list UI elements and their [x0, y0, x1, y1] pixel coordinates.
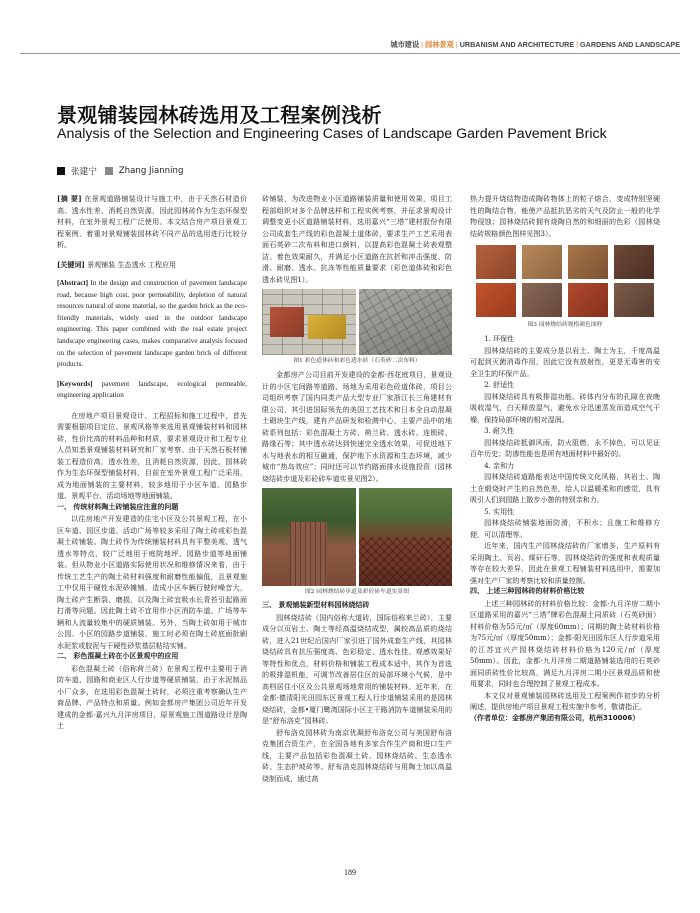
body-paragraph: 近年来，国内生产园林烧结砖的厂家增多，生产原料有采用陶土、页岩、煤矸石等，园林烧结砖的强度和表观质量等存在较大差异，因此在景观工程铺装材料选用中，需要加强对生产厂家的考察比较和质量控制。: [470, 541, 660, 585]
brick-swatch: [522, 283, 562, 317]
section-heading-4: 四、 上述三种园林砖的材料价格比较: [470, 587, 585, 595]
body-paragraph: 彩色混凝土砖（俗称荷兰砖）在景观工程中主要用于消防车道、园路和商业区人行步道等硬质铺装，由于水泥制品小厂众多，在选用彩色混凝土砖时，必须注重考察确认生产商品牌、产品特点和质量。例如金都房产集团公司近年开发建成的金都·嘉兴九月洋房项目，原景观施工图道路设计是陶土: [57, 663, 247, 731]
author-square-icon-grey: [105, 167, 113, 175]
section-heading-3: 三、 景观铺装新型材料园林烧结砖: [262, 601, 370, 609]
title-english: Analysis of the Selection and Engineering Cases of Landscape Garden Pavement Brick: [57, 126, 607, 142]
column-1: [57, 193, 247, 732]
keywords-cn-label: [关键词]: [57, 259, 85, 269]
title-chinese: 景观铺装园林砖选用及工程案例浅析: [57, 103, 382, 127]
section-heading-1: 一、 传统材料陶土砖铺装应注意的问题: [57, 502, 179, 511]
point-title: 3. 耐久性: [484, 426, 515, 435]
point-text: 园林烧结砖道路能表达中国传统文化风格，其岩土、陶土在煅烧时产生的自然色差，给人以温暖柔和的感觉，具有吸引人们到园路上散步小憩的特别亲和力。: [470, 472, 660, 504]
section-heading-2: 二、 彩色混凝土砖在小区景观中的应用: [57, 652, 179, 661]
abstract-english: [Abstract] In the design and construction of pavement landscape road, because high cost, poor permeability, depletion of natural resources natural of stone material, so the garden brick as the eco-friendly materials, widely used in the outdoor landscape engineering. This paper combined with the real estate project landscape engineering cases, makes comparative analysis focused on the selection of pavement landscape garden brick of different products.: [57, 279, 247, 369]
figure-1-caption: 图1 彩色道体砖和彩色透水砖（石英砂二次布料）: [293, 358, 421, 364]
brick-swatch: [522, 245, 562, 279]
figure-2-caption: 图2 园林烧结砖步道及彩砼砖车道实景图: [304, 589, 410, 595]
figure-1-photo-right: [359, 289, 453, 355]
column-3: [470, 193, 660, 724]
point-title: 5. 实用性: [484, 506, 515, 516]
figure-2: [262, 488, 452, 586]
header-divider: [20, 53, 680, 54]
column-2: [262, 193, 452, 784]
figure-3: [470, 243, 660, 319]
figure-1: [262, 289, 452, 355]
body-paragraph: 园林烧结砖（国内俗称大道砖，国际俗称来兰砖），主要成分以页岩土、陶土等经高温烧结成型，属较高品质的烧结砖，进入21世纪后国内厂家引进了国外成套生产线，其园林烧结砖具有抗压强度高、色彩稳定、透水性佳、观感效果好等特性和优点，材料价格和铺装工程成本适中，其作为首选的吸排湿机能，可调节改善居住区的局部环境小气候，是中高档居住小区及公共景观场地常用的铺装材料。近年来，在金都·德清阳光田园东区景观工程人行步道铺装采用的是园林烧结砖，金都•厦门鹭湾国际小区主干路消防车道铺装采用的是“舒布洛克”园林砖。: [262, 612, 452, 725]
author-english: Zhang Jianning: [118, 166, 184, 176]
brick-swatch: [614, 283, 654, 317]
point-text: 园林烧结砖铺装地面防滑，不积水；且施工和维修方便，可以清理等。: [470, 518, 660, 539]
figure-2-photo-left: [262, 488, 356, 586]
body-paragraph: 舒布洛克园林砖为南京优凝舒布洛克公司与美国舒布洛克集团合资生产，在全国各地有多家合作生产商和进口生产线，主要产品包括彩色混凝土砖、园林烧结砖、生态透水砖、生态护坡砖等。舒布洛克园林烧结砖与用陶土加以高温烧制而成，通过高: [262, 727, 452, 783]
keywords-en-label: [Keywords]: [57, 379, 93, 388]
point-title: 1. 环保性: [484, 334, 515, 343]
brick-swatch: [614, 245, 654, 279]
author-line: [57, 165, 183, 177]
figure-3-caption: 图3 园林烧结砖规格颜色图样: [527, 322, 603, 328]
point-text: 园林烧结砖的主要成分是以岩土、陶土为主，千度高温可起到灭菌消毒作用，因此它没有放射性，更是无毒害的安全卫生的环保产品。: [470, 345, 660, 378]
body-paragraph: 热力提升烧结物造成陶砖物体上的粒子熔合，变成特别坚硬性的陶结合物，能使产品抵抗恶劣的天气及防止一般的化学物侵蚀；园林烧结砖拥有烧陶自然的和细丽的色彩（园林烧结砖规格颜色图样见图3）。: [470, 194, 660, 238]
running-header: 城市建设 | 园林景观 | URBANISM AND ARCHITECTURE | GARDENS AND LANDSCAPE: [390, 40, 680, 49]
body-paragraph: 上述三种园林砖的材料价格比较：金都·九月洋房二期小区道路采用的嘉兴“三塔”牌彩色混凝土同质砖（石英砂面）材料价格为55元/㎡（厚度60mm）；同期的陶土砖材料价格为75元/㎡（厚度50mm）；金都·阳光田园东区人行步道采用的江苏宜兴产园林烧结砖材料价格为120元/㎡（厚度50mm）。因此，金都·九月洋房二期道路铺装选用的石英砂面同质砖性价比较高，满足九月洋房二期小区景观品质和使用要求，同时也合理控制了景观工程成本。: [470, 598, 660, 688]
body-paragraph: 在房地产项目景观设计、工程招标和施工过程中，首先需要根据项目定位、景观风格等来选用景观铺装材料和园林砖，性价比高的材料品种和材质，要求景观设计和工程专业人员知悉景观铺装材料研究和厂家考察。由于天然石板材铺装工程造价高，透水性差，且消耗自然资源，因此，园林砖作为生态环保型铺装材料，目前在室外景观工程广泛采用，成为地面铺装的主要材料，较多地用于小区车道、园路步道、景观平台、活动场地等地面铺装。: [57, 410, 247, 501]
author-unit: （作者单位：金都房产集团有限公司，杭州310006）: [470, 713, 640, 722]
point-title: 2. 舒适性: [484, 380, 515, 389]
brick-swatch: [568, 283, 608, 317]
page-number: 189: [344, 868, 356, 877]
header-category-a: 城市建设: [390, 40, 420, 49]
abstract-cn-label: [摘 要]: [57, 194, 82, 203]
keywords-english: [Keywords] pavement landscape, ecological permeable, engineering application: [57, 379, 247, 400]
header-category-b: 园林景观: [425, 40, 454, 49]
body-paragraph: 本文仅对景观铺装园林砖选用及工程案例作初步的分析阐述，提供房地产项目景观工程实施中参考，敬请指正。: [470, 690, 660, 711]
brick-swatch: [568, 245, 608, 279]
keywords-chinese: [关键词] 景观铺装 生态透水 工程应用: [57, 259, 177, 269]
author-square-icon: [57, 167, 65, 175]
brick-swatch: [476, 283, 516, 317]
author-chinese: 张建宁: [71, 167, 97, 177]
figure-2-photo-right: [359, 488, 453, 586]
brick-swatch: [476, 245, 516, 279]
header-category-c: URBANISM AND ARCHITECTURE: [459, 40, 575, 49]
figure-1-photo-left: [262, 289, 356, 355]
point-title: 4. 亲和力: [484, 460, 515, 470]
header-category-d: GARDENS AND LANDSCAPE: [580, 40, 680, 49]
body-paragraph: 金都房产公司目前开发建设的金都·西花庭项目，景观设计的小区宅间路等道路、场地为采用彩色砼道体砖，项目公司组织考察了国内同类产品大型专业厂家浙江长三角建材有限公司，其引进国际领先的美国工艺技术和日本全自动混凝土砌块生产线，建有产品研发和检测中心，主要产品中的地砖系列包括：彩色混凝土方砖、荷兰砖、透水砖、连锁砖、路缘石等；其中透水砖达到快速完全透水效果，可促进地下水与地表水的相互融通，保护地下水资源和生态环境，减少城市“热岛效应”；同时还可以节约路面排水设施投资（园林烧结砖步道及彩砼砖车道实景见图2）。: [262, 370, 452, 483]
point-text: 园林烧结砖具有吸排湿功能。砖体内分布的孔隙在夜晚吸收湿气，白天释放湿气，避免水分迅速蒸发而造成空气干燥，保持局部环境的相对湿润。: [470, 391, 660, 424]
body-paragraph: 以往房地产开发建造的住宅小区及公共景观工程，在小区车道、园区步道、活动广场等较多采用了陶土砖或彩色混凝土砖铺装。陶土砖作为传统铺装材料具有平整美观、透气透水等特点，较广泛地用于庭院地坪、园路步道等地面铺装。但从物业小区道路实际使用状况和维修情况来看，由于传统工艺生产的陶土砖材料强度和耐磨性能偏低，且景观施工中仅用干硬性水泥砂摊铺，造成小区车辆行驶时噪音大，陶土砖产生断裂、磨损，以及陶土砖宜吸水长青苔引起路面打滑等问题。因此陶土砖不宜用作小区消防车道、广场等车辆和人流量较集中的硬质铺装。另外，当陶土砖如用于城市公园、小区的园路步道铺装，施工时必须在陶土砖底面批刷水泥浆或胶泥与干硬性砂浆基层粘结实铺。: [57, 514, 247, 650]
point-text: 园林烧结砖抵御风雨，防火阻燃，永不掉色，可以见证百年历史；防渗性能也是所有地面材料中最好的。: [470, 437, 660, 458]
body-paragraph: 砖铺装，为改进物业小区道路铺装质量和使用效果，项目工程部组织对多个品牌选样和工程实例考察，并征求景观设计调整变更小区道路铺装材料，选用嘉兴“三塔”建材股份有限公司成套生产线的彩色混凝土道体砖，要求生产工艺采用表面石英砂二次布料和进口颜料，以提高彩色混凝土砖表观整洁、着色效果耐久，并满足小区道路在抗折和冲击强度、防滑、耐磨、透水、抗冻等性能质量要求（彩色道体砖和彩色透水砖见图1）。: [262, 194, 452, 284]
abstract-chinese: [摘 要] 在景观道路铺装设计与施工中，由于天然石材造价高、透水性差、消耗自然资源，因此园林砖作为生态环保型材料，在室外景观工程广泛使用。本文结合房产项目景观工程案例，着重对景观铺装园林砖不同产品的选用进行比较分析。: [57, 194, 247, 249]
abstract-en-label: [Abstract]: [57, 279, 89, 287]
